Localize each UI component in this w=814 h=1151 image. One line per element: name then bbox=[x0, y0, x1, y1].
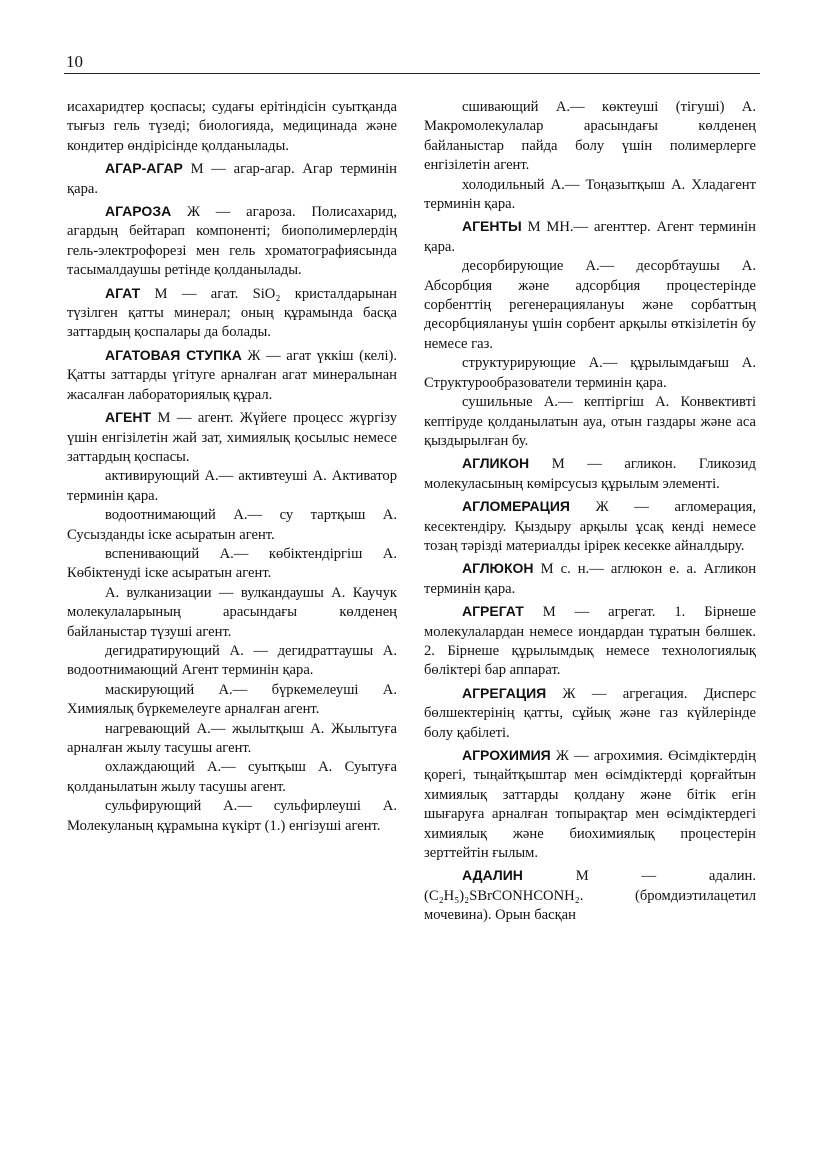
entry-text: холодильный А.— Тоңазытқыш А. Хладагент терминін қара. bbox=[424, 176, 756, 213]
headword: АГАТОВАЯ СТУПКА bbox=[105, 346, 242, 363]
sub-entry bbox=[67, 506, 397, 545]
entry-text: Ж — агрохимия. Өсімдіктердің қорегі, тыңайтқыштар мен өсімдіктерді қорғайтын химиялық заттарды қолдану және бітік егін шығаруға арналған топырақтар мен өсімдіктердегі химиялық және биохимиялық процестерін зерттейтін ғылым. bbox=[424, 748, 756, 862]
entry-text: охлаждающий А.— суытқыш А. Суытуға қолданылатын жылу тасушы агент. bbox=[67, 759, 397, 795]
entry-text: Ж — агароза. Полисахарид, агардың бейтарап компоненті; биополимерлердің гель-электрофорезі мен гель хроматографиясында тасымалдаушы ретінде қолданылады. bbox=[67, 204, 397, 279]
header-rule bbox=[64, 73, 760, 74]
dictionary-entry bbox=[424, 559, 756, 599]
entry-text: активирующий А.— активтеуші А. Активатор терминін қара. bbox=[67, 468, 397, 504]
headword: АГАТ bbox=[105, 284, 141, 301]
dictionary-entry bbox=[424, 602, 756, 681]
entry-text: сшивающий А.— көктеуші (тігуші) А. Макромолекулалар арасындағы көлденең байланыстар пайда болу үшін полимерлерге енгізілетін агент. bbox=[424, 99, 756, 174]
entry-text: исахаридтер қоспасы; судағы ерітіндісін суытқанда тығыз гель түзеді; биологияда, медицинада және кондитер өндірісінде қолданылады. bbox=[67, 99, 397, 154]
entry-text: маскирующий А.— бүркемелеуші А. Химиялық бүркемелеуге арналған агент. bbox=[67, 681, 397, 718]
entry-text: М — адалин. (C₂H₅)₂SBrCONHCONH₂. (бромдиэтилацетил мочевина). Орын басқан bbox=[424, 868, 756, 924]
entry-text: водоотнимающий А.— су тартқыш А. Сусызданды іске асыратын агент. bbox=[67, 507, 397, 543]
headword: АДАЛИН bbox=[462, 867, 523, 884]
entry-text: структурирующие А.— құрылымдағыш А. Структурообразователи терминін қара. bbox=[424, 355, 756, 391]
entry-text: десорбирующие А.— десорбтаушы А. Абсорбция және адсорбция процестерінде сорбенттің регенерациялануы және сорбаттың десорбциялануы үшін сорбент арқылы өткізілетін бу немесе газ. bbox=[424, 258, 756, 352]
right-column bbox=[424, 98, 756, 926]
entry-text: А. вулканизации — вулкандаушы А. Каучук молекулаларының арасындағы көлденең байланыстар түзуші агент. bbox=[67, 584, 397, 640]
headword: АГАРОЗА bbox=[105, 203, 172, 220]
left-column bbox=[67, 98, 397, 836]
headword: АГАР-АГАР bbox=[105, 160, 183, 177]
headword: АГЛЮКОН bbox=[462, 560, 534, 577]
sub-entry bbox=[67, 681, 397, 720]
entry-text: вспенивающий А.— көбіктендіргіш А. Көбіктенуді іске асыратын агент. bbox=[67, 545, 397, 582]
sub-entry bbox=[424, 354, 756, 393]
entry-text: сульфирующий А.— сульфирлеуші А. Молекуланың құрамына күкірт (1.) енгізуші агент. bbox=[67, 798, 397, 834]
dictionary-entry bbox=[424, 684, 756, 743]
sub-entry bbox=[67, 584, 397, 642]
entry-text: Ж — агрегация. Дисперс бөлшектерінің қатты, сұйық және газ күйлерінде болу қабілеті. bbox=[424, 685, 756, 741]
dictionary-entry bbox=[424, 746, 756, 863]
entry-text: Ж — агат үккіш (келі). Қатты заттарды үгітуге арналған агат минералынан жасалған лабораториялық құрал. bbox=[67, 347, 398, 403]
headword: АГРОХИМИЯ bbox=[462, 747, 551, 763]
dictionary-entry bbox=[67, 346, 397, 405]
entry-text: М — агрегат. 1. Бірнеше молекулалардан немесе иондардан тұратын бөлшек. 2. Бірнеше құрылымдық немесе технологиялық бөліктері бар аппарат. bbox=[424, 604, 756, 679]
sub-entry bbox=[424, 393, 756, 451]
sub-entry bbox=[67, 545, 397, 584]
sub-entry bbox=[424, 176, 756, 215]
dictionary-entry bbox=[67, 159, 397, 199]
headword: АГЛОМЕРАЦИЯ bbox=[462, 498, 570, 515]
dictionary-entry bbox=[67, 284, 397, 343]
headword: АГЕНТЫ bbox=[462, 218, 522, 235]
sub-entry bbox=[67, 642, 397, 681]
entry-text: М — агликон. Гликозид молекуласының көмірсусыз құрылым элементі. bbox=[424, 456, 756, 492]
dictionary-entry bbox=[67, 202, 397, 281]
sub-entry bbox=[424, 98, 756, 176]
sub-entry bbox=[424, 257, 756, 354]
headword: АГЕНТ bbox=[105, 409, 152, 426]
entry-text: нагревающий А.— жылытқыш А. Жылытуға арналған жылу тасушы агент. bbox=[67, 720, 397, 756]
dictionary-entry bbox=[67, 408, 397, 467]
entry-text: М — агар-агар. Агар терминін қара. bbox=[67, 161, 397, 197]
entry-text: М — агент. Жүйеге процесс жүргізу үшін енгізілетін жай зат, химиялық қосылыс немесе заттардың қоспасы. bbox=[67, 410, 397, 465]
entry-text: дегидратирующий А. — дегидраттаушы А. водоотнимающий Агент терминін қара. bbox=[67, 642, 397, 679]
sub-entry bbox=[67, 467, 397, 506]
entry-text: М — агат. SiO₂ кристалдарынан түзілген қатты минерал; оның құрамында басқа заттардың қоспалары да болады. bbox=[67, 285, 397, 341]
entry-text: М с. н.— аглюкон е. а. Агликон терминін қара. bbox=[424, 561, 756, 597]
entry-text: М МН.— агенттер. Агент терминін қара. bbox=[424, 219, 756, 255]
sub-entry bbox=[67, 720, 397, 759]
dictionary-entry bbox=[424, 454, 756, 494]
entry-text: Ж — агломерация, кесектендіру. Қыздыру арқылы ұсақ кенді немесе тозаң тәрізді материалды ірірек кесекке айналдыру. bbox=[424, 499, 756, 554]
headword: АГРЕГАЦИЯ bbox=[462, 684, 547, 701]
entry-text: сушильные А.— кептіргіш А. Конвективті кептіруде қолданылатын ауа, отын газдары және аса қыздырылған бу. bbox=[424, 394, 756, 449]
headword: АГЛИКОН bbox=[462, 455, 530, 472]
continued-paragraph bbox=[67, 98, 397, 156]
headword: АГРЕГАТ bbox=[462, 603, 524, 620]
dictionary-entry bbox=[424, 497, 756, 556]
sub-entry bbox=[67, 758, 397, 797]
sub-entry bbox=[67, 797, 397, 836]
dictionary-entry bbox=[424, 217, 756, 257]
dictionary-entry bbox=[424, 866, 756, 925]
page-number: 10 bbox=[66, 52, 83, 71]
